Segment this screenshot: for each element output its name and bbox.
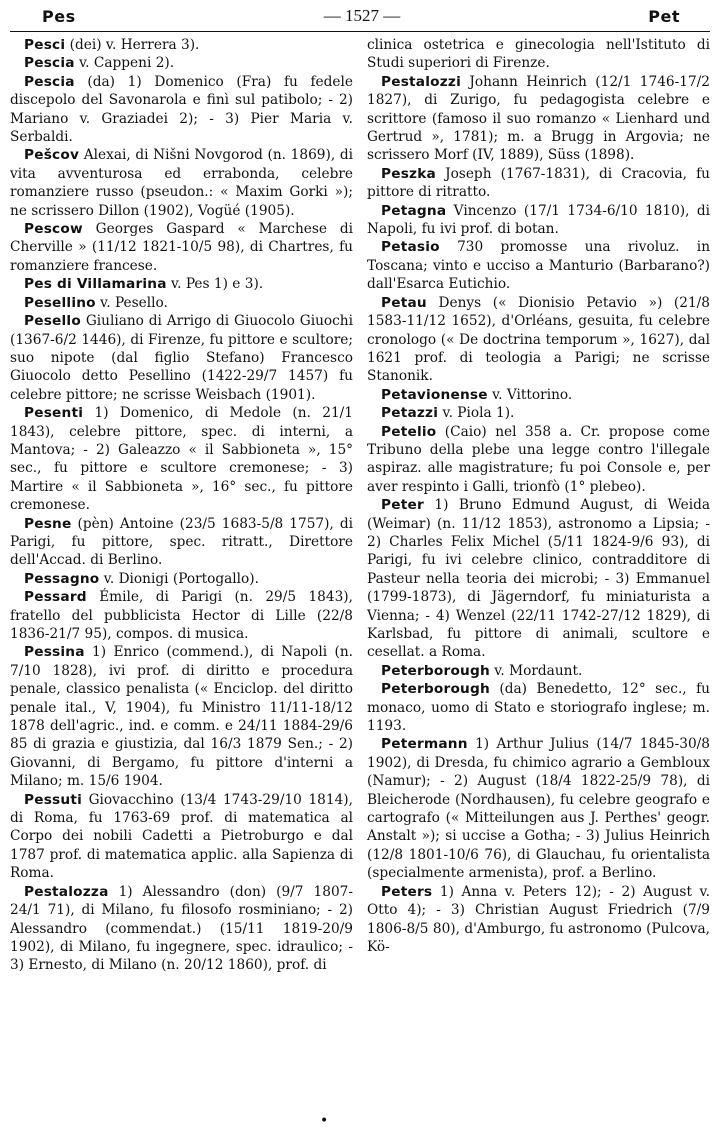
- dictionary-entry: [367, 36, 710, 73]
- entry-text: v. Pes 1) e 3).: [171, 276, 264, 293]
- entry-text: Georges Gaspard « Marchese di Cherville » (11/12 1821-10/5 98), di Chartres, fu romanziere francese.: [10, 221, 353, 274]
- dictionary-entry: [10, 275, 353, 293]
- entry-text: v. Pesello.: [100, 294, 168, 311]
- dictionary-entry: [367, 735, 710, 882]
- footer-mark: •: [320, 1113, 329, 1129]
- dictionary-entry: [367, 423, 710, 497]
- entry-headword: Pescia: [24, 55, 75, 72]
- entry-text: v. Vittorino.: [492, 386, 573, 403]
- entry-text: (pèn) Antoine (23/5 1683-5/8 1757), di Parigi, fu pittore, spec. ritratt., Direttore dell'Accad. di Berlino.: [10, 515, 353, 569]
- entry-headword: Petazzi: [381, 405, 439, 422]
- entry-headword: Pescia: [24, 73, 75, 90]
- entry-headword: Pesellino: [24, 294, 96, 311]
- entry-text: 1) Arthur Julius (14/7 1845-30/8 1902), di Dresda, fu chimico agrario a Gembloux (Namur); - 2) August (18/4 1822-25/9 78), di Bleicherode (Nordhausen), fu celebre geografo e cartografo (« Mitteilungen aus J. Perthes' geogr. Anstalt »); si uccise a Gotha; - 3) Julius Heinrich (12/8 1801-10/6 76), di Glauchau, fu orientalista (specialmente armenista), prof. a Berlino.: [367, 736, 710, 882]
- dictionary-entry: [367, 496, 710, 662]
- entry-headword: Pessard: [24, 589, 87, 606]
- entry-headword: Pesello: [24, 313, 81, 330]
- entry-text: 1) Bruno Edmund August, di Weida (Weimar) (n. 11/12 1853), astronomo a Lipsia; - 2) Charles Felix Michel (5/11 1824-9/6 93), di Parigi, fu ivi celebre clinico, contradditore di Pasteur nella teoria dei microbi; - 3) Emmanuel (1799-1873), di Jägerndorf, fu miniaturista a Vienna; - 4) Wenzel (22/11 1742-27/12 1829), di Karlsbad, fu pittore di animali, scultore e cesellat. a Roma.: [367, 497, 710, 661]
- entry-headword: Petasio: [381, 239, 440, 256]
- entry-text: Giuliano di Arrigo di Giuocolo Giuochi (1367-6/2 1446), di Firenze, fu pittore e scultore; suo nipote (dal figlio Stefano) Francesco Giuocolo detto Pesellino (1422-29/7 1457) fu celebre pittore; ne scrisse Weisbach (1901).: [10, 313, 353, 403]
- dictionary-entry: [10, 312, 353, 404]
- entry-headword: Pestalozzi: [381, 73, 461, 90]
- columns: [10, 36, 710, 975]
- entry-text: clinica ostetrica e ginecologia nell'Istituto di Studi superiori di Firenze.: [367, 37, 710, 72]
- entry-headword: Peters: [381, 883, 433, 900]
- entry-headword: Peter: [381, 497, 424, 514]
- dictionary-entry: [10, 36, 353, 54]
- entry-headword: Pescow: [24, 221, 83, 238]
- entry-headword: Pesne: [24, 515, 72, 532]
- dictionary-entry: [10, 54, 353, 72]
- entry-text: v. Piola 1).: [442, 405, 515, 422]
- dictionary-entry: [367, 662, 710, 680]
- dictionary-entry: [367, 680, 710, 735]
- entry-headword: Petau: [381, 294, 427, 311]
- entry-headword: Petavionense: [381, 386, 488, 403]
- entry-text: Giovacchino (13/4 1743-29/10 1814), di Roma, fu 1763-69 prof. di matematica al Corpo dei nobili Cadetti a Pietroburgo e dal 1787 prof. di matematica applic. alla Sapienza di Roma.: [10, 791, 353, 882]
- dictionary-entry: [10, 588, 353, 643]
- entry-headword: Pessina: [24, 644, 85, 661]
- dictionary-entry: [367, 404, 710, 422]
- dictionary-entry: [10, 515, 353, 570]
- page-header: [10, 0, 710, 32]
- entry-text: Johann Heinrich (12/1 1746-17/2 1827), di Zurigo, fu pedagogista celebre e scrittore (famoso il suo romanzo « Lienhard und Gertrud », 1781); m. a Brugg in Argovia; ne scrissero Morf (IV, 1889), Süss (1898).: [367, 73, 710, 164]
- left-column: [10, 36, 353, 975]
- entry-text: v. Dionigi (Portogallo).: [103, 570, 259, 587]
- dictionary-entry: [10, 220, 353, 275]
- dictionary-entry: [367, 883, 710, 957]
- dictionary-entry: [10, 883, 353, 975]
- entry-text: (da) Benedetto, 12° sec., fu monaco, uomo di Stato e storiografo inglese; m. 1193.: [367, 681, 710, 735]
- entry-headword: Pes di Villamarina: [24, 276, 167, 293]
- entry-headword: Pesenti: [24, 405, 84, 422]
- entry-text: Émile, di Parigi (n. 29/5 1843), fratello del pubblicista Hector di Lille (22/8 1836-21/7 95), compos. di musica.: [10, 589, 353, 642]
- entry-text: Alexai, di Nišni Novgorod (n. 1869), di vita avventurosa ed errabonda, celebre romanziere russo (pseudon.: « Maxim Gorki »); ne scrissero Dillon (1902), Vogüé (1905).: [10, 147, 353, 219]
- dictionary-entry: [10, 294, 353, 312]
- dictionary-entry: [367, 238, 710, 293]
- dictionary-entry: [367, 294, 710, 386]
- page-number: — 1527 —: [323, 6, 401, 25]
- entry-text: Vincenzo (17/1 1734-6/10 1810), di Napoli, fu ivi prof. di botan.: [367, 202, 710, 238]
- entry-text: (dei) v. Herrera 3).: [69, 37, 200, 53]
- dictionary-entry: [10, 73, 353, 147]
- dictionary-entry: [367, 386, 710, 404]
- entry-text: 1) Anna v. Peters 12); - 2) August v. Otto 4); - 3) Christian August Friedrich (7/9 1806-8/5 80), d'Amburgo, fu astronomo (Pulcova, Kö-: [367, 883, 710, 955]
- entry-headword: Pessagno: [24, 570, 100, 587]
- dictionary-entry: [367, 165, 710, 202]
- entry-text: Joseph (1767-1831), di Cracovia, fu pittore di ritratto.: [367, 165, 710, 201]
- entry-text: 1) Enrico (commend.), di Napoli (n. 7/10 1828), ivi prof. di diritto e procedura penale, classico penalista (« Enciclop. del diritto penale ital., V, 1904), fu Ministro 11/11-18/12 1878 dell'agric., ind. e comm. e 24/11 1884-29/6 85 di grazia e giustizia, dal 16/3 1879 Sen.; - 2) Giovanni, di Bergamo, fu pittore d'interni a Milano; m. 15/6 1904.: [10, 644, 353, 790]
- entry-text: (Caio) nel 358 a. Cr. propose come Tribuno della plebe una legge contro l'illegale aspiraz. alle magistrature; fu poi Console e, per aver respinto i Galli, trionfò (1° plebeo).: [367, 423, 710, 495]
- right-column: [367, 36, 710, 975]
- entry-text: 1) Domenico, di Medole (n. 21/1 1843), celebre pittore, spec. di interni, a Mantova; - 2) Galeazzo « il Sabbioneta », 15° sec., fu pittore e scultore cremonese; - 3) Martire « il Sabbioneta », 16° sec., fu pittore cremonese.: [10, 405, 353, 514]
- entry-headword: Pestalozza: [24, 883, 109, 900]
- header-right-word: Pet: [648, 6, 680, 26]
- entry-headword: Peterborough: [381, 662, 490, 679]
- entry-text: Denys (« Dionisio Petavio ») (21/8 1583-11/12 1652), d'Orléans, gesuita, fu celebre cronologo (« De doctrina temporum », 1627), dal 1621 prof. di teologia a Parigi; ne scrisse Stanonik.: [367, 294, 710, 385]
- entry-headword: Petelio: [381, 423, 437, 440]
- entry-headword: Peszka: [381, 165, 436, 182]
- dictionary-entry: [367, 73, 710, 165]
- header-left-word: Pes: [42, 6, 76, 26]
- entry-text: 730 promosse una rivoluz. in Toscana; vinto e ucciso a Manturio (Barbarano?) dall'Esarca Eutichio.: [367, 239, 711, 293]
- entry-text: v. Mordaunt.: [494, 662, 583, 679]
- entry-text: v. Cappeni 2).: [79, 55, 175, 72]
- entry-text: (da) 1) Domenico (Fra) fu fedele discepolo del Savonarola e finì sul patibolo; - 2) Mariano v. Graziadei 2); - 3) Pier Maria v. Serbaldi.: [10, 73, 353, 146]
- dictionary-entry: [10, 404, 353, 514]
- entry-text: 1) Alessandro (don) (9/7 1807-24/1 71), di Milano, fu filosofo rosminiano; - 2) Alessandro (commendat.) (15/11 1819-20/9 1902), di Milano, fu ingegnere, spec. idraulico; - 3) Ernesto, di Milano (n. 20/12 1860), prof. di: [10, 883, 353, 974]
- entry-headword: Peterborough: [381, 681, 490, 698]
- dictionary-entry: [10, 791, 353, 883]
- dictionary-entry: [10, 570, 353, 588]
- header-rule: [10, 31, 710, 32]
- entry-headword: Pešcov: [24, 147, 80, 164]
- entry-headword: Pesci: [24, 37, 66, 53]
- entry-headword: Pessuti: [24, 791, 82, 808]
- entry-headword: Petermann: [381, 736, 468, 753]
- entry-headword: Petagna: [381, 202, 447, 219]
- dictionary-entry: [10, 643, 353, 790]
- dictionary-entry: [367, 202, 710, 239]
- dictionary-entry: [10, 146, 353, 220]
